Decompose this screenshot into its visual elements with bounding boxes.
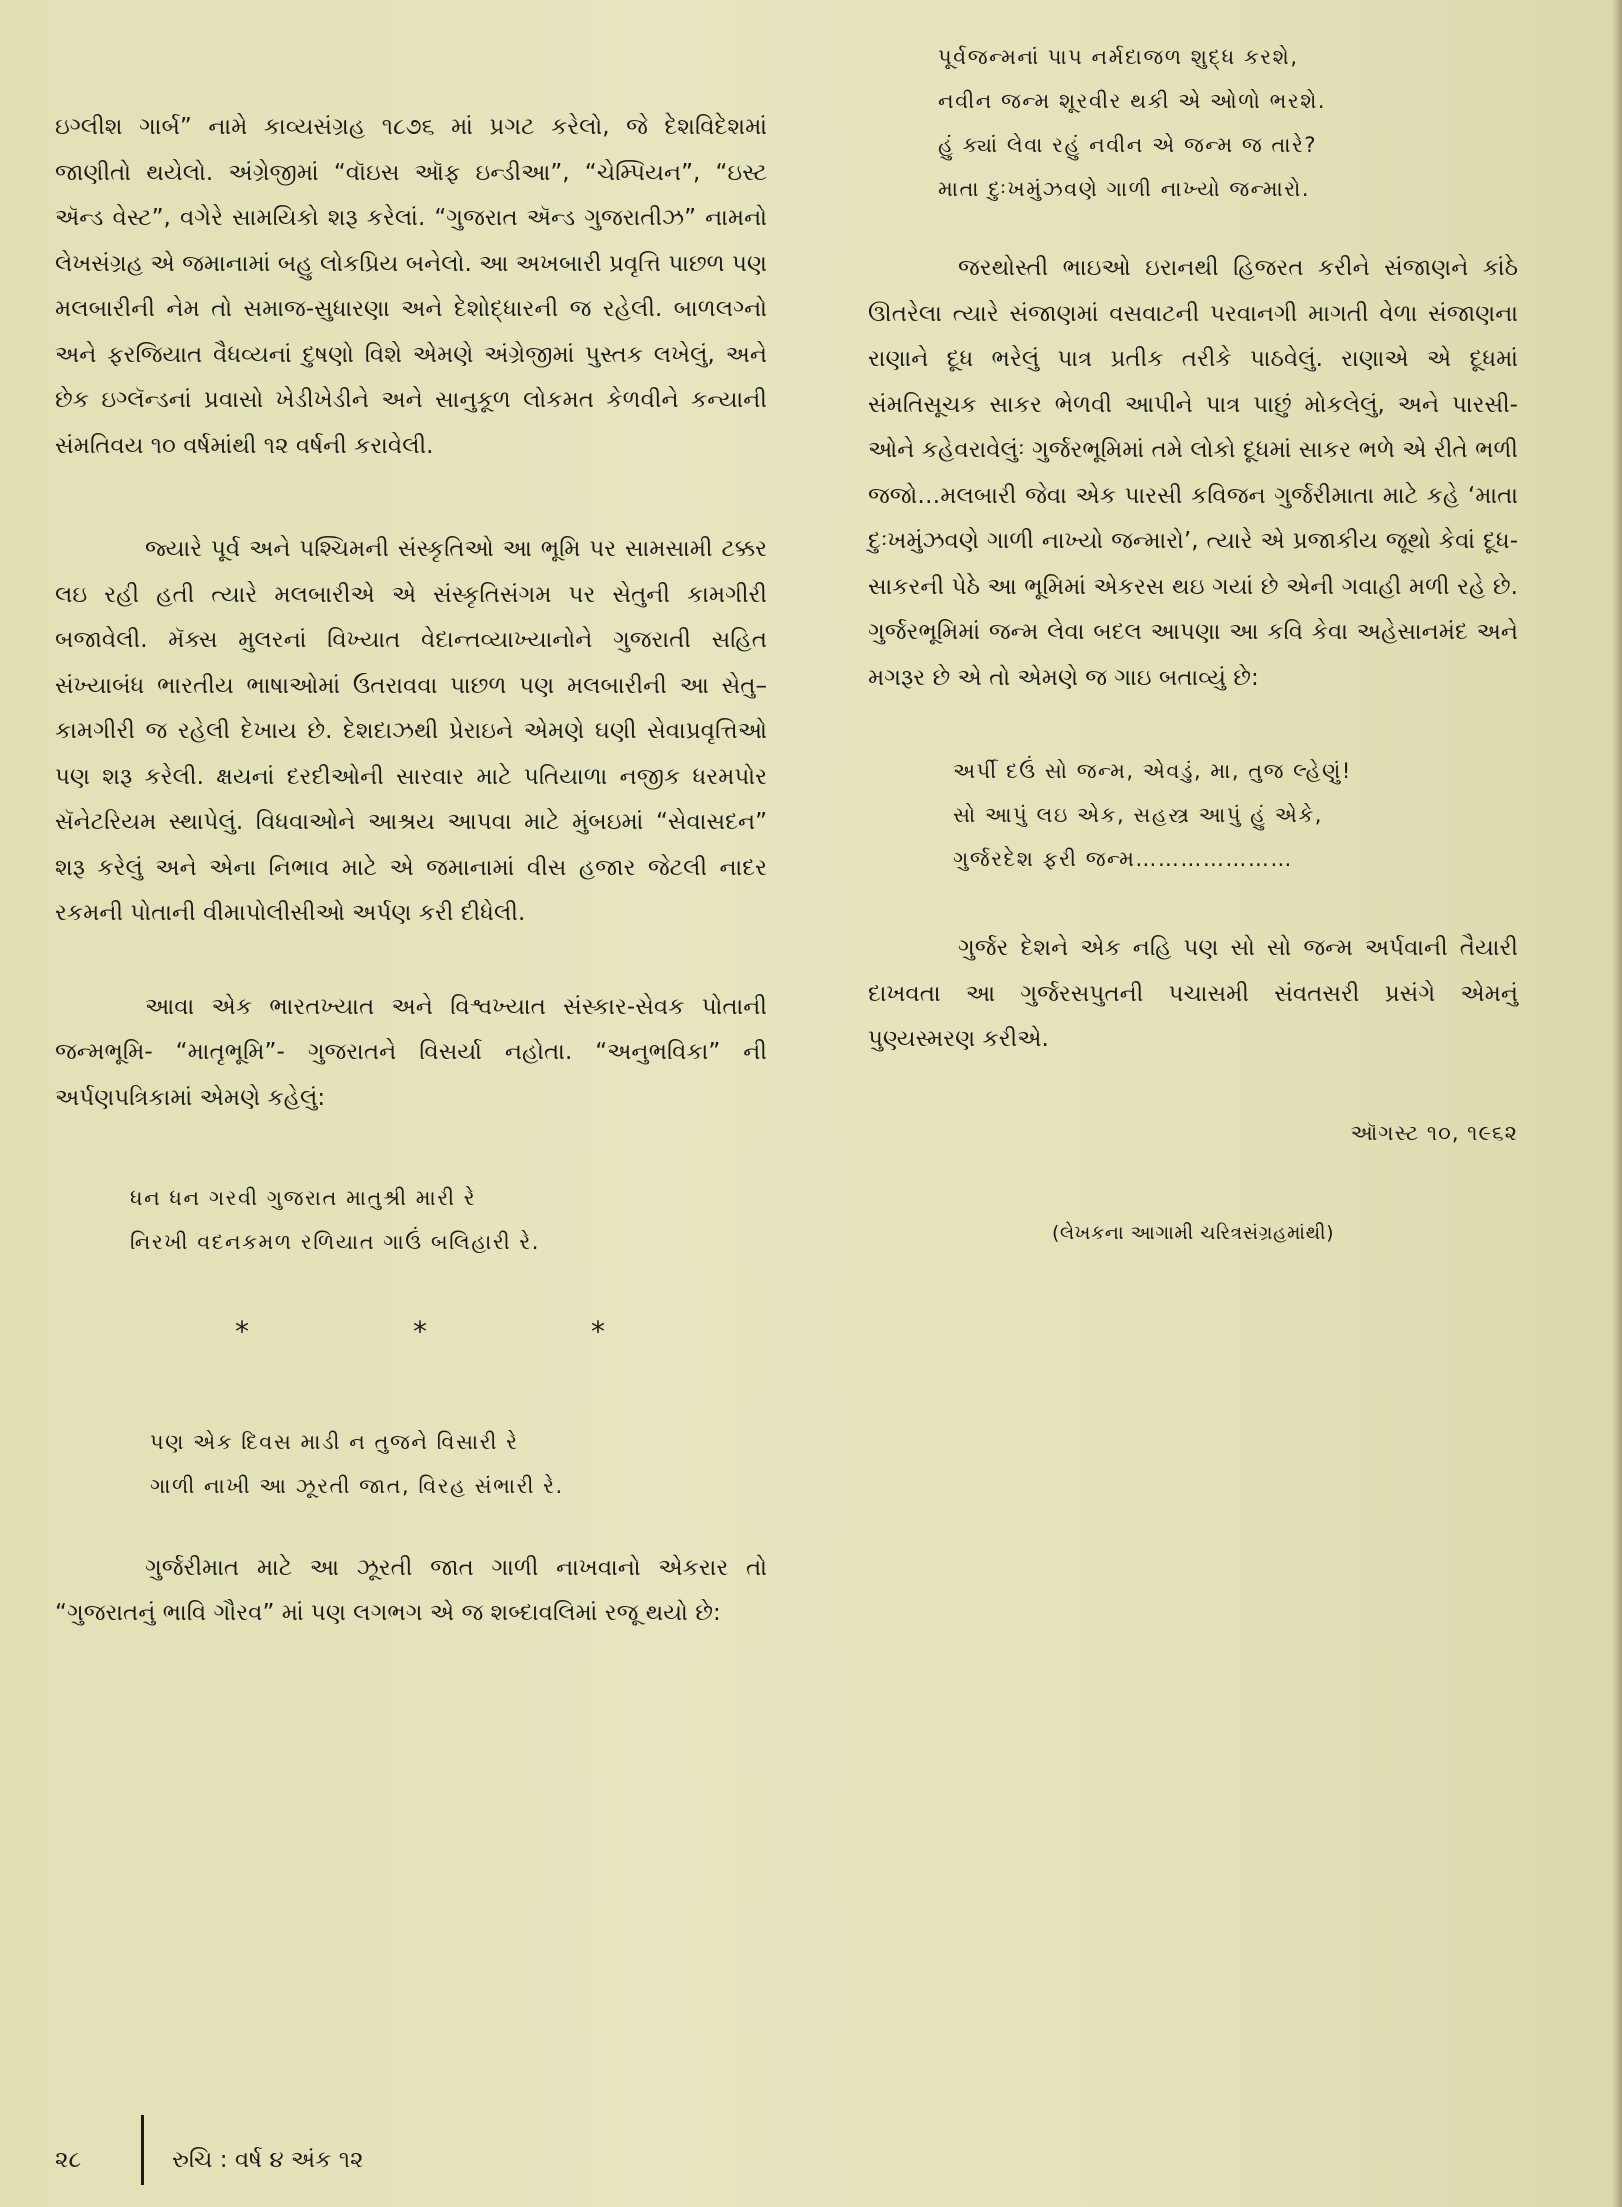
right-verse-2: અર્પી દઉં સો જન્મ, એવડું, મા, તુજ લ્હેણું! સો આપું લઇ એક, સહસ્ત્ર આપું હું એકે, ગુર્જરદેશ ફરી જન્મ………………… [953,759,1352,871]
right-paragraph-1: જરથોસ્તી ભાઇઓ ઇરાનથી હિજરત કરીને સંજાણને કાંઠે ઊતરેલા ત્યારે સંજાણમાં વસવાટની પરવાનગી માગતી વેળા સંજાણના રાણાને દૂધ ભરેલું પાત્ર પ્રતીક તરીકે પાઠવેલું. રાણાએ એ દૂધમાં સંમતિસૂચક સાકર ભેળવી આપીને પાત્ર પાછું મોકલેલું, અને પારસી-ઓને કહેવરાવેલુંઃ ગુર્જરભૂમિમાં તમે લોકો દૂધમાં સાકર ભળે એ રીતે ભળી જજો…મલબારી જેવા એક પારસી કવિજન ગુર્જરીમાતા માટે કહે ‘માતા દુઃખમુંઝવણે ગાળી નાખ્યો જન્મારો’, ત્યારે એ પ્રજાકીય જૂથો કેવાં દૂધ-સાકરની પેઠે આ ભૂમિમાં એકરસ થઇ ગયાં છે એની ગવાહી મળી રહે છે. ગુર્જરભૂમિમાં જન્મ લેવા બદલ આપણા આ કવિ કેવા અહેસાનમંદ અને મગરૂર છે એ તો એમણે જ ગાઇ બતાવ્યું છે: [868,255,1518,691]
issue-info: રુચિ : વર્ષ ૪ અંક ૧૨ [172,2147,364,2173]
spacer [868,0,1518,35]
spacer [868,211,1518,246]
spacer [55,1508,767,1546]
divider-star: * [413,1315,427,1348]
right-paragraph-2: ગુર્જર દેશને એક નહિ પણ સો સો જન્મ અર્પવાની તૈયારી દાખવતા આ ગુર્જરસપુતની પચાસમી સંવતસરી પ્રસંગે એમનું પુણ્યસ્મરણ કરીએ. [868,935,1518,1052]
divider-star: * [591,1315,605,1348]
spacer [55,469,767,527]
spacer [868,1063,1518,1111]
section-divider-stars [235,1309,605,1355]
footer-divider [141,2115,144,2185]
spacer [55,0,767,105]
left-paragraph-1: ઇગ્લીશ ગાર્બ” નામે કાવ્યસંગ્રહ ૧૮૭૬ માં પ્રગટ કરેલો, જે દેશવિદેશમાં જાણીતો થયેલો. અંગ્રેજીમાં “વૉઇસ ઑફ ઇન્ડીઆ”, “ચેમ્પિયન”, “ઇસ્ટ ઍન્ડ વેસ્ટ”, વગેરે સામયિકો શરૂ કરેલાં. “ગુજરાત ઍન્ડ ગુજરાતીઝ” નામનો લેખસંગ્રહ એ જમાનામાં બહુ લોકપ્રિય બનેલો. આ અખબારી પ્રવૃત્તિ પાછળ પણ મલબારીની નેમ તો સમાજ-સુધારણા અને દેશોદ્ધારની જ રહેલી. બાળલગ્નો અને ફરજિયાત વૈધવ્યનાં દુષણો વિશે એમણે અંગ્રેજીમાં પુસ્તક લખેલું, અને છેક ઇગ્લૅન્ડનાં પ્રવાસો ખેડીખેડીને અને સાનુકૂળ લોકમત કેળવીને કન્યાની સંમતિવય ૧૦ વર્ષમાંથી ૧૨ વર્ષની કરાવેલી. [55,114,767,459]
article-source-note: (લેખકના આગામી ચરિત્રસંગ્રહમાંથી) [1052,1222,1334,1244]
left-paragraph-2: જ્યારે પૂર્વ અને પશ્ચિમની સંસ્કૃતિઓ આ ભૂમિ પર સામસામી ટક્કર લઇ રહી હતી ત્યારે મલબારીએ એ સંસ્કૃતિસંગમ પર સેતુની કામગીરી બજાવેલી. મૅક્સ મુલરનાં વિખ્યાત વેદાન્તવ્યાખ્યાનોને ગુજરાતી સહિત સંખ્યાબંધ ભારતીય ભાષાઓમાં ઉતરાવવા પાછળ પણ મલબારીની આ સેતુ–કામગીરી જ રહેલી દેખાય છે. દેશદાઝથી પ્રેરાઇને એમણે ઘણી સેવાપ્રવૃત્તિઓ પણ શરૂ કરેલી. ક્ષયનાં દરદીઓની સારવાર માટે પતિયાળા નજીક ધરમપોર સૅનેટરિયમ સ્થાપેલું. વિધવાઓને આશ્રય આપવા માટે મુંબઇમાં “સેવાસદન” શરૂ કરેલું અને એના નિભાવ માટે એ જમાનામાં વીસ હજાર જેટલી નાદર રકમની પોતાની વીમાપોલીસીઓ અર્પણ કરી દીધેલી. [55,536,767,926]
spacer [55,1121,767,1176]
right-verse-1: પૂર્વજન્મનાં પાપ નર્મદાજળ શુદ્ધ કરશે, નવીન જન્મ શૂરવીર થકી એ ઓળો ભરશે. હું ક્યાં લેવા રહું નવીન એ જન્મ જ તારે? માતા દુઃખમુંઝવણે ગાળી નાખ્યો જન્મારો. [938,45,1327,201]
left-column [55,0,767,1637]
spacer [55,1264,767,1309]
page-number: ૨૮ [55,2147,82,2173]
left-verse-1: ધન ધન ગરવી ગુજરાત માતુશ્રી મારી રે નિરખી વદનકમળ રળિયાત ગાઉં બલિહારી રે. [130,1186,540,1254]
article-date: ઑગસ્ટ ૧૦, ૧૯૬૨ [1350,1120,1518,1145]
spacer [868,1156,1518,1211]
left-verse-2: પણ એક દિવસ માડી ન તુજને વિસારી રે ગાળી નાખી આ ઝૂરતી જાત, વિરહ સંભારી રે. [150,1429,564,1498]
spacer [55,937,767,985]
page-edge-shadow [1612,0,1622,2207]
left-paragraph-3: આવા એક ભારતખ્યાત અને વિશ્વખ્યાત સંસ્કાર-સેવક પોતાની જન્મભૂમિ- “માતૃભૂમિ”- ગુજરાતને વિસર્યા નહોતા. “અનુભવિકા” ની અર્પણપત્રિકામાં એમણે કહેલું: [55,993,767,1111]
spacer [55,1355,767,1420]
right-column [868,0,1518,1257]
divider-star: * [235,1315,249,1348]
left-paragraph-4: ગુર્જરીમાત માટે આ ઝૂરતી જાત ગાળી નાખવાનો એકરાર તો “ગુજરાતનું ભાવિ ગૌરવ” માં પણ લગભગ એ જ શબ્દાવલિમાં રજૂ થયો છે: [55,1554,767,1626]
spacer [868,701,1518,749]
spacer [868,881,1518,926]
page-footer [55,2125,363,2195]
